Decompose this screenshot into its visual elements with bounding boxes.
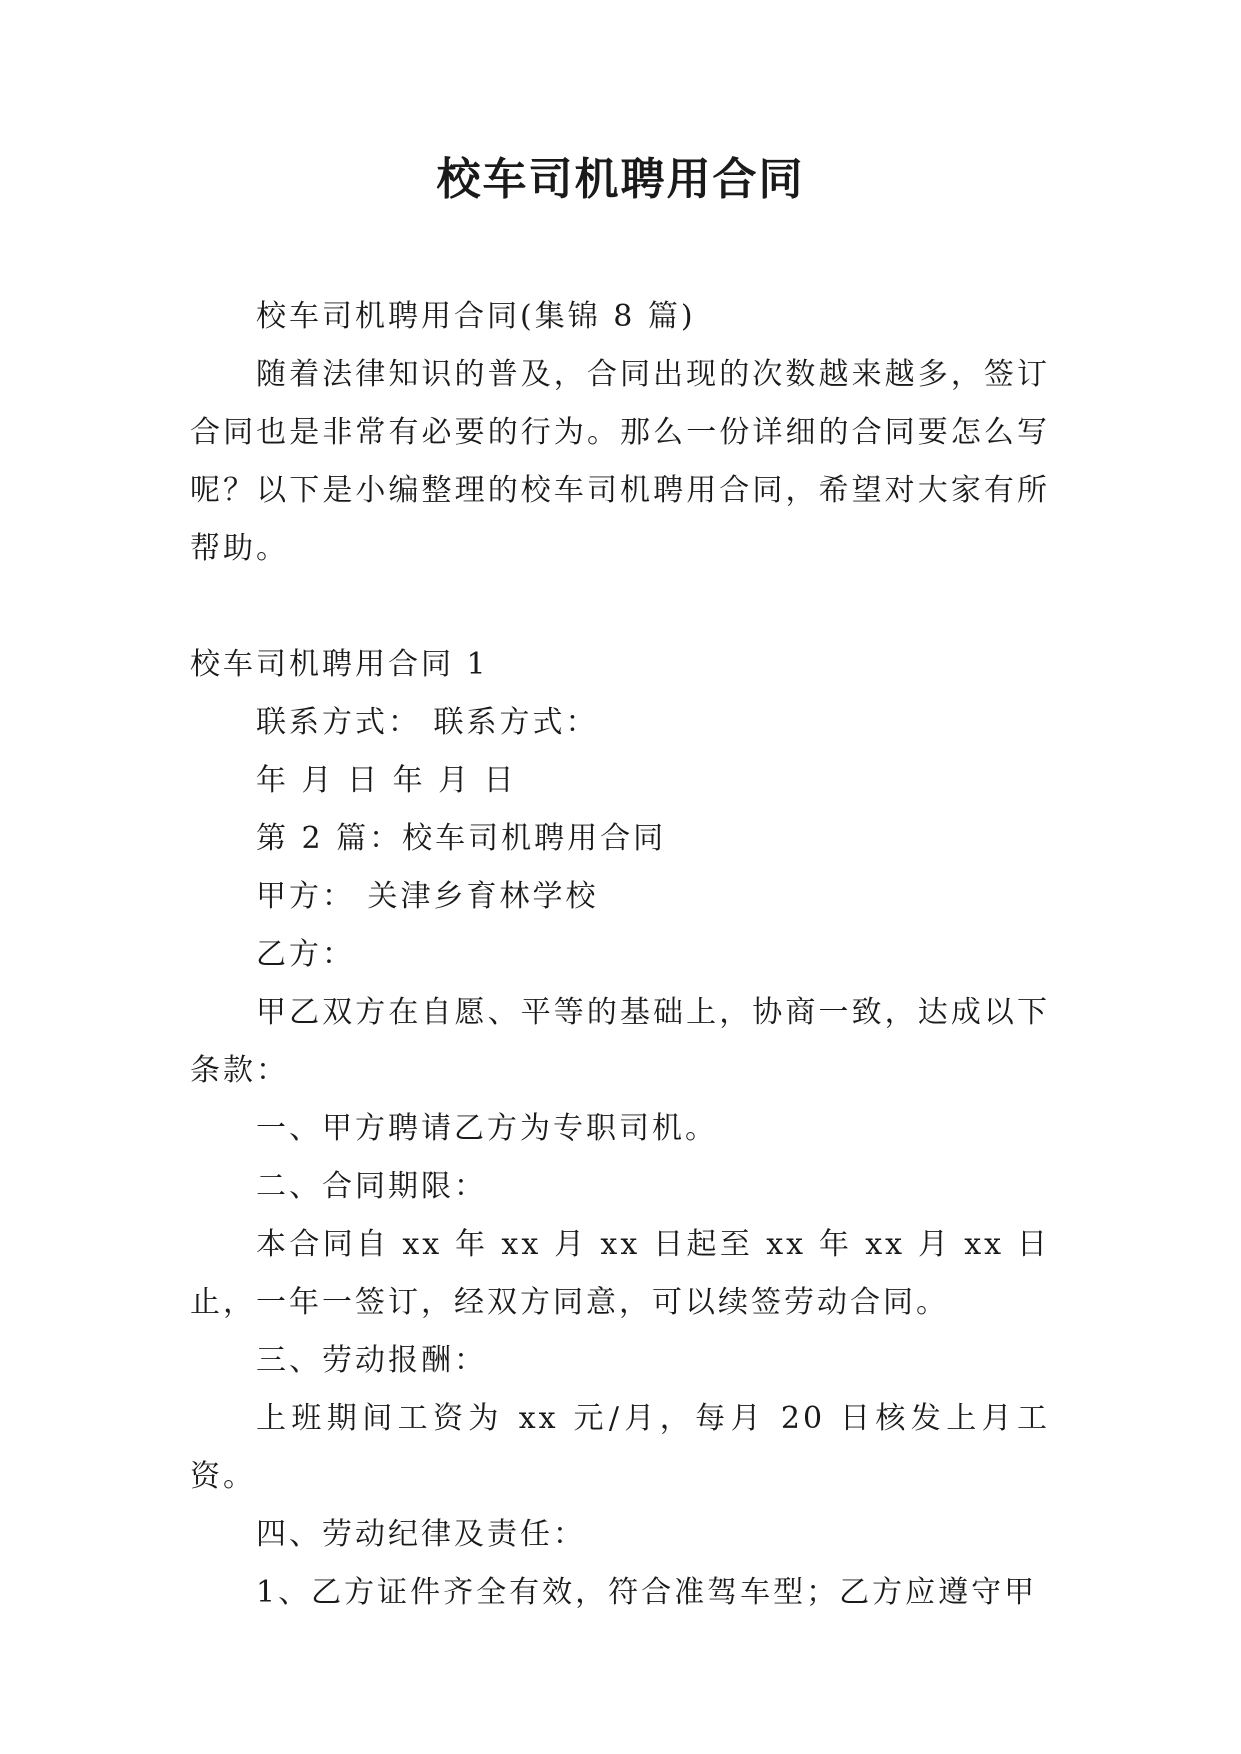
paragraph-contact: 联系方式： 联系方式：	[256, 705, 599, 740]
clause-4-item-1: 1、乙方证件齐全有效，符合准驾车型；乙方应遵守甲	[256, 1575, 1038, 1610]
paragraph-intro: 随着法律知识的普及，合同出现的次数越来越多，签订合同也是非常有必要的行为。那么一份详细的合同要怎么写呢？以下是小编整理的校车司机聘用合同，希望对大家有所帮助。	[190, 357, 1050, 566]
document-title: 校车司机聘用合同	[436, 154, 805, 205]
paragraph-part-2: 第 2 篇：校车司机聘用合同	[256, 821, 667, 856]
document-body	[190, 288, 1050, 1622]
paragraph-party-b: 乙方：	[256, 937, 355, 972]
clause-4-heading: 四、劳动纪律及责任：	[256, 1517, 586, 1552]
clause-1: 一、甲方聘请乙方为专职司机。	[256, 1111, 718, 1146]
section-heading-contract-1: 校车司机聘用合同 1	[190, 647, 489, 682]
clause-2-heading: 二、合同期限：	[256, 1169, 487, 1204]
paragraph-agreement: 甲乙双方在自愿、平等的基础上，协商一致，达成以下条款：	[190, 995, 1050, 1088]
paragraph-collection-title: 校车司机聘用合同(集锦 8 篇)	[256, 299, 696, 334]
clause-3-heading: 三、劳动报酬：	[256, 1343, 487, 1378]
paragraph-date: 年 月 日 年 月 日	[256, 763, 517, 798]
paragraph-party-a: 甲方： 关津乡育林学校	[256, 879, 599, 914]
blank-line	[190, 578, 1050, 636]
clause-2-body: 本合同自 xx 年 xx 月 xx 日起至 xx 年 xx 月 xx 日止，一年一签订，经双方同意，可以续签劳动合同。	[190, 1227, 1050, 1320]
clause-3-body: 上班期间工资为 xx 元/月，每月 20 日核发上月工资。	[190, 1401, 1050, 1494]
